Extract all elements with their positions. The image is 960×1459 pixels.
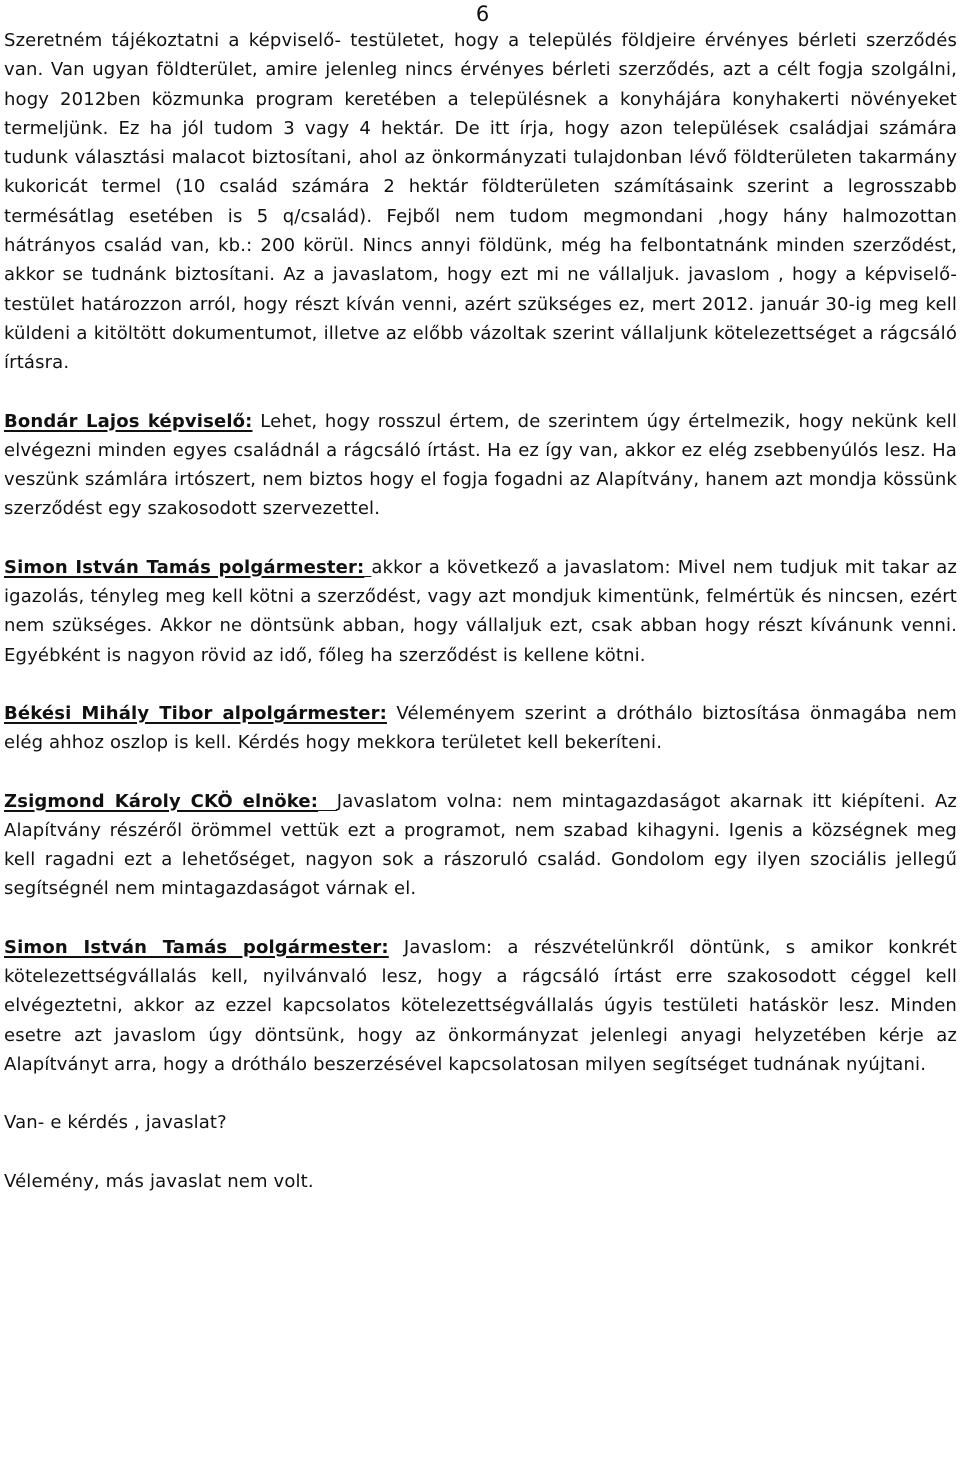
speaker-name: Simon István Tamás polgármester: xyxy=(4,556,365,578)
paragraph-simon-2 xyxy=(4,933,957,1079)
paragraph-question xyxy=(4,1108,957,1137)
paragraph-text: Lehet, hogy rosszul értem, de szerintem úgy értelmezik, hogy nekünk kell elvégezni minden egyes családnál a rágcsáló írtást. Ha ez így van, akkor ez elég zsebbenyúlós lesz. Ha veszünk számlára irtószert, nem biztos hogy el fogja fogadni az Alapítvány, hanem azt mondja kössünk szerződést egy szakosodott szervezettel. xyxy=(4,410,957,520)
paragraph-bekesi xyxy=(4,699,957,758)
paragraph-simon-1 xyxy=(4,553,957,670)
speaker-name: Békési Mihály Tibor alpolgármester: xyxy=(4,702,387,724)
document-page xyxy=(4,0,957,1196)
paragraph-text: Vélemény, más javaslat nem volt. xyxy=(4,1170,314,1192)
paragraph-intro xyxy=(4,26,957,378)
paragraph-closing xyxy=(4,1167,957,1196)
paragraph-text: Javaslom: a részvételünkről döntünk, s amikor konkrét kötelezettségvállalás kell, nyilvánvaló lesz, hogy a rágcsáló írtást erre szakosodott céggel kell elvégeztetni, akkor az ezzel kapcsolatos kötelezettségvállalás úgyis testületi hatáskör lesz. Minden esetre azt javaslom úgy döntsünk, hogy az önkormányzat jelenlegi anyagi helyzetében kérje az Alapítványt arra, hogy a dróthálo beszerzésével kapcsolatosan milyen segítséget tudnának nyújtani. xyxy=(4,936,957,1075)
paragraph-text: Szeretném tájékoztatni a képviselő- testületet, hogy a település földjeire érvényes bérleti szerződés van. Van ugyan földterület, amire jelenleg nincs érvényes bérleti szerződés, azt a célt fogja szolgálni, hogy 2012ben közmunka program keretében a településnek a konyhájára konyhakerti növényeket termeljünk. Ez ha jól tudom 3 vagy 4 hektár. De itt írja, hogy azon települések családjai számára tudunk választási malacot biztosítani, ahol az önkormányzati tulajdonban lévő földterületen takarmány kukoricát termel (10 család számára 2 hektár földterületen számításaink szerint a legrosszabb termésátlag esetében is 5 q/család). Fejből nem tudom megmondani ,hogy hány halmozottan hátrányos család van, kb.: 200 körül. Nincs annyi földünk, még ha felbontatnánk minden szerződést, akkor se tudnánk biztosítani. Az a javaslatom, hogy ezt mi ne vállaljuk. javaslom , hogy a képviselő-testület határozzon arról, hogy részt kíván venni, azért szükséges ez, mert 2012. január 30-ig meg kell küldeni a kitöltött dokumentumot, illetve az előbb vázoltak szerint vállaljunk kötelezettséget a rágcsáló írtásra. xyxy=(4,30,957,374)
speaker-name: Zsigmond Károly CKÖ elnöke: xyxy=(4,790,319,812)
paragraph-text: Van- e kérdés , javaslat? xyxy=(4,1112,227,1134)
speaker-underline-trail xyxy=(318,791,337,812)
page-number: 6 xyxy=(475,2,490,26)
paragraph-text: Véleményem szerint a dróthálo biztosítása önmagába nem elég ahhoz oszlop is kell. Kérdés hogy mekkora területet kell bekeríteni. xyxy=(4,702,957,754)
speaker-name: Simon István Tamás polgármester: xyxy=(4,936,389,958)
paragraph-text: akkor a következő a javaslatom: Mivel nem tudjuk mit takar az igazolás, tényleg meg kell kötni a szerződést, vagy azt mondjuk kimentünk, felmértük és nincsen, ezért nem szükséges. Akkor ne döntsünk abban, hogy vállaljuk ezt, csak abban hogy részt kívánunk venni. Egyébként is nagyon rövid az idő, főleg ha szerződést is kellene kötni. xyxy=(4,556,958,666)
paragraph-text: Javaslatom volna: nem mintagazdaságot akarnak itt kiépíteni. Az Alapítvány részéről örömmel vettük ezt a programot, nem szabad kihagyni. Igenis a községnek meg kell ragadni ezt a lehetőséget, nagyon sok a rászoruló család. Gondolom egy ilyen szociális jellegű segítségnél nem mintagazdaságot várnak el. xyxy=(4,790,957,900)
paragraph-zsigmond xyxy=(4,787,957,904)
paragraph-bondar xyxy=(4,407,957,524)
speaker-name: Bondár Lajos képviselő: xyxy=(4,410,253,432)
